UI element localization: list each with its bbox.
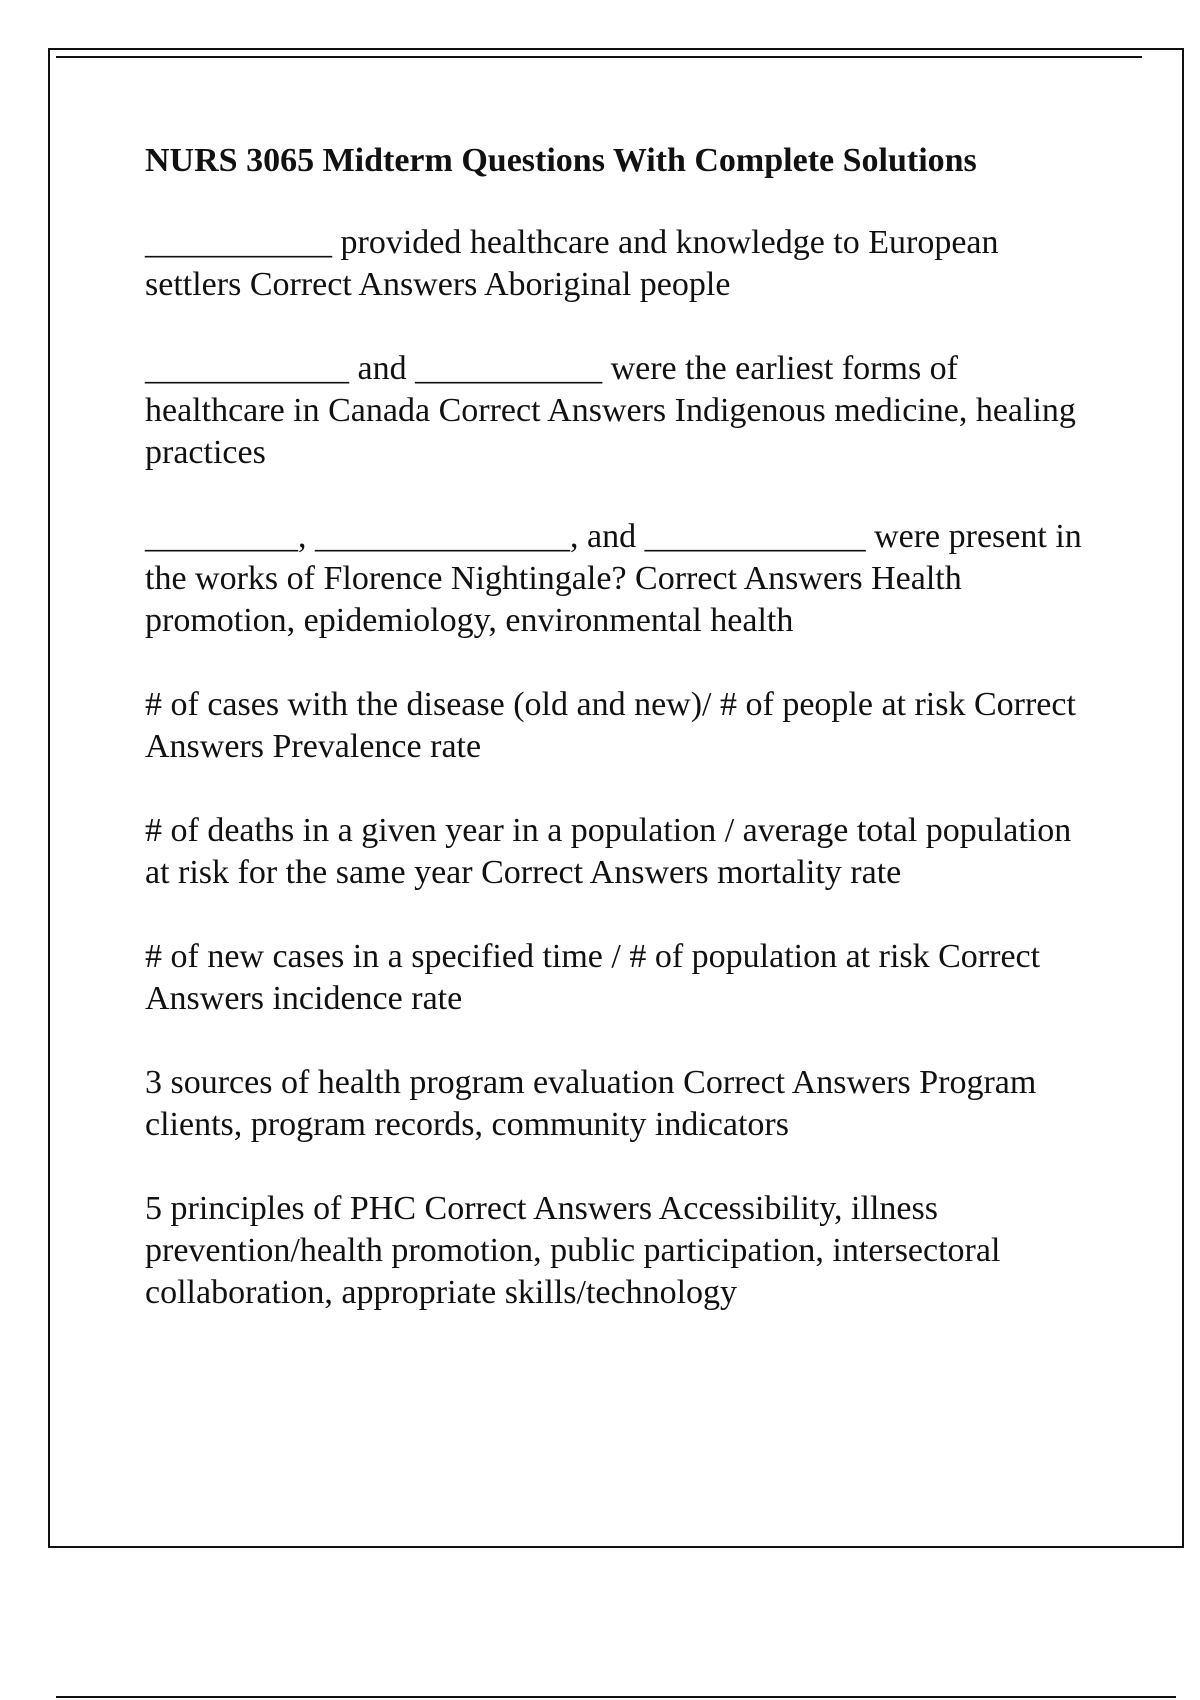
question-text: # of deaths in a given year in a population / average total population at risk for the same year — [145, 812, 1080, 891]
answer-separator: Correct Answers — [481, 854, 709, 891]
answer-text: Indigenous medicine, healing practices — [145, 392, 1085, 471]
qa-item — [145, 936, 1095, 1020]
question-text: 3 sources of health program evaluation — [145, 1064, 675, 1101]
footer-rule — [56, 1696, 1176, 1698]
answer-separator: Correct Answers — [438, 392, 667, 429]
qa-item — [145, 684, 1095, 768]
answer-separator: Correct Answers — [683, 1064, 911, 1101]
document-body — [145, 140, 1095, 1356]
qa-item — [145, 222, 1095, 306]
answer-text: mortality rate — [717, 854, 902, 891]
question-text: ___________ provided healthcare and knowledge to European settlers — [145, 224, 1008, 303]
qa-item — [145, 1062, 1095, 1146]
answer-separator: Correct Answers — [249, 266, 478, 303]
qa-item — [145, 810, 1095, 894]
answer-text: Health promotion, epidemiology, environmental health — [145, 560, 971, 639]
document-title: NURS 3065 Midterm Questions With Complete Solutions — [145, 142, 977, 179]
question-text: 5 principles of PHC — [145, 1190, 417, 1227]
answer-text: Accessibility, illness prevention/health promotion, public participation, intersectoral collaboration, appropriate skills/technology — [145, 1190, 1009, 1311]
answer-text: Aboriginal people — [484, 266, 731, 303]
answer-text: Program clients, program records, community indicators — [145, 1064, 1045, 1143]
header-rule — [56, 56, 1142, 58]
question-text: # of cases with the disease (old and new)/ # of people at risk — [145, 686, 966, 723]
answer-separator: Correct Answers — [145, 938, 1047, 1017]
answer-separator: Correct Answers — [424, 1190, 653, 1227]
question-text: # of new cases in a specified time / # of population at risk — [145, 938, 930, 975]
qa-item — [145, 1188, 1095, 1314]
qa-item — [145, 516, 1095, 642]
answer-text: Prevalence rate — [272, 728, 482, 765]
answer-separator: Correct Answers — [145, 686, 1083, 765]
question-text: _________, _______________, and _____________ were present in the works of Florence Nightingale? — [145, 518, 1091, 597]
question-text: ____________ and ___________ were the earliest forms of healthcare in Canada — [145, 350, 967, 429]
answer-separator: Correct Answers — [635, 560, 863, 597]
answer-text: incidence rate — [272, 980, 463, 1017]
qa-item — [145, 348, 1095, 474]
